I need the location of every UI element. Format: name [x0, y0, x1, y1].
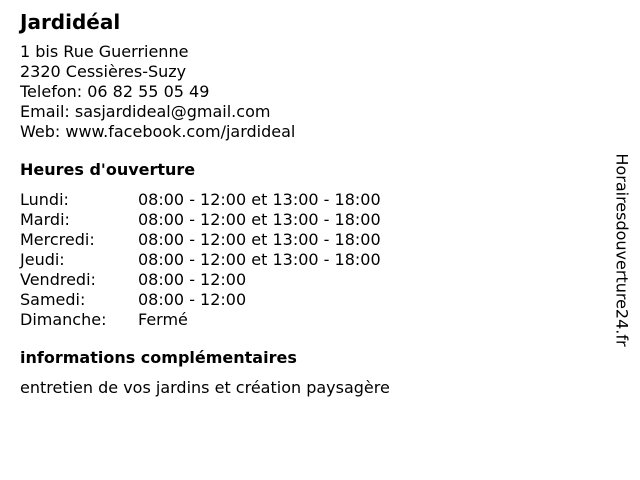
hours-day: Vendredi:	[20, 270, 96, 289]
hours-row-mardi	[20, 210, 600, 230]
hours-day: Jeudi:	[20, 250, 65, 269]
hours-time: 08:00 - 12:00 et 13:00 - 18:00	[138, 190, 381, 209]
business-name: Jardidéal	[20, 10, 121, 34]
hours-row-vendredi	[20, 270, 600, 290]
hours-row-samedi	[20, 290, 600, 310]
web-line: Web: www.facebook.com/jardideal	[20, 122, 296, 141]
hours-row-lundi	[20, 190, 600, 210]
hours-row-jeudi	[20, 250, 600, 270]
phone-line: Telefon: 06 82 55 05 49	[20, 82, 210, 101]
additional-info-heading: informations complémentaires	[20, 348, 297, 367]
business-card	[20, 8, 600, 398]
hours-time: 08:00 - 12:00	[138, 290, 247, 309]
hours-day: Mardi:	[20, 210, 70, 229]
site-watermark: Horairesdouverture24.fr	[612, 153, 632, 347]
city-line: 2320 Cessières-Suzy	[20, 62, 187, 81]
hours-row-mercredi	[20, 230, 600, 250]
hours-row-dimanche	[20, 310, 600, 330]
hours-day: Dimanche:	[20, 310, 107, 329]
hours-time: 08:00 - 12:00 et 13:00 - 18:00	[138, 250, 381, 269]
email-line: Email: sasjardideal@gmail.com	[20, 102, 271, 121]
additional-info-text: entretien de vos jardins et création paysagère	[20, 378, 390, 397]
street-line: 1 bis Rue Guerrienne	[20, 42, 189, 61]
hours-day: Samedi:	[20, 290, 86, 309]
hours-time: 08:00 - 12:00	[138, 270, 247, 289]
opening-hours-table	[20, 190, 600, 330]
hours-time: Fermé	[138, 310, 188, 329]
hours-time: 08:00 - 12:00 et 13:00 - 18:00	[138, 210, 381, 229]
hours-time: 08:00 - 12:00 et 13:00 - 18:00	[138, 230, 381, 249]
hours-day: Lundi:	[20, 190, 69, 209]
opening-hours-heading: Heures d'ouverture	[20, 160, 196, 179]
address-block	[20, 42, 600, 142]
hours-day: Mercredi:	[20, 230, 95, 249]
